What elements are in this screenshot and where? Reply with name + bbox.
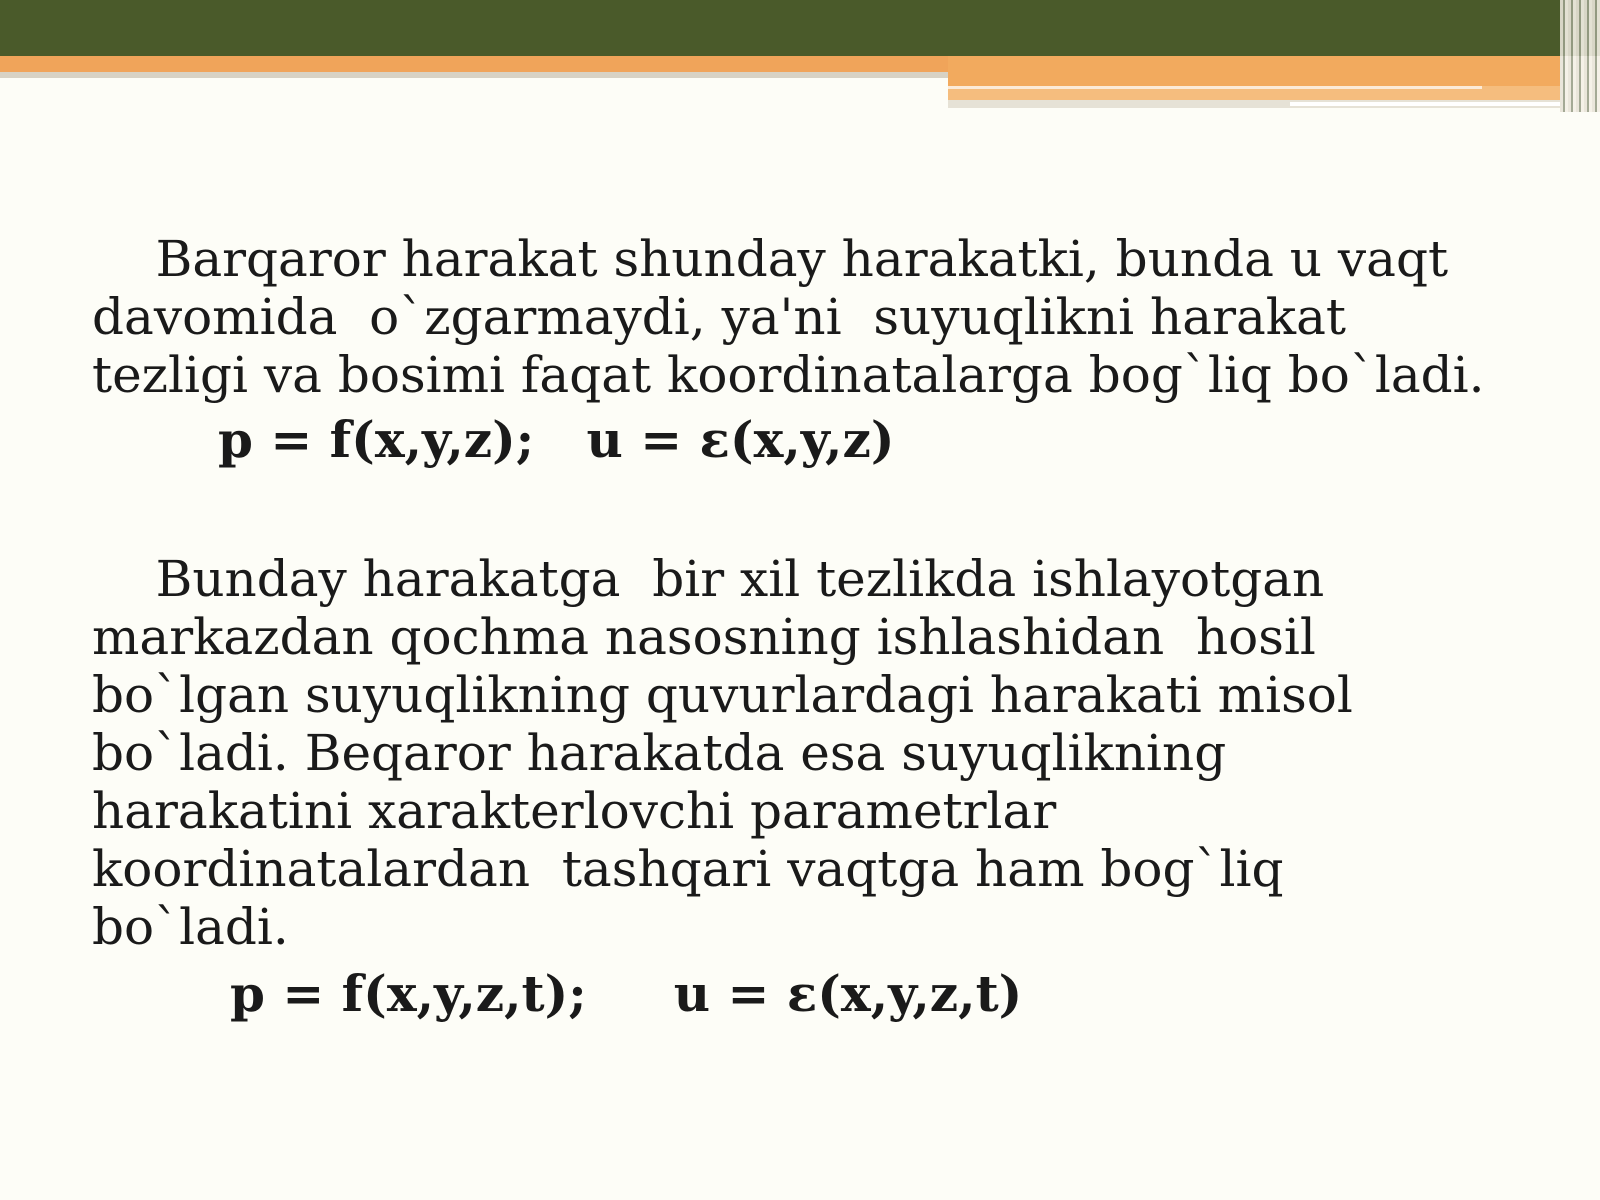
header-orange-band-right (948, 56, 1560, 86)
formula-steady-flow: p = f(x,y,z); u = ɛ(x,y,z) (218, 410, 895, 469)
paragraph-unsteady-flow: Bunday harakatga bir xil tezlikda ishlayotgan markazdan qochma nasosning ishlashidan hosil bo`lgan suyuqlikning quvurlardagi harakati misol bo`ladi. Beqaror harakatda esa suyuqlikning harakatini xarakterlovchi parametrlar koordinatalardan tashqari vaqtga ham bog`liq bo`ladi. (92, 550, 1353, 956)
slide-content (92, 230, 1492, 1026)
header-edge-stripes (1560, 0, 1600, 112)
header-green-band (0, 0, 1600, 56)
formula-unsteady-flow: p = f(x,y,z,t); u = ɛ(x,y,z,t) (230, 964, 1023, 1023)
paragraph-gap (92, 472, 1492, 550)
header-band-shadow (0, 72, 948, 78)
header-light-line (1290, 102, 1560, 106)
header-orange-band-left (0, 56, 948, 72)
header-band-highlight (948, 86, 1482, 89)
paragraph-steady-flow: Barqaror harakat shunday harakatki, bunda u vaqt davomida o`zgarmaydi, ya'ni suyuqlikni harakat tezligi va bosimi faqat koordinatalarga bog`liq bo`ladi. (92, 230, 1485, 404)
